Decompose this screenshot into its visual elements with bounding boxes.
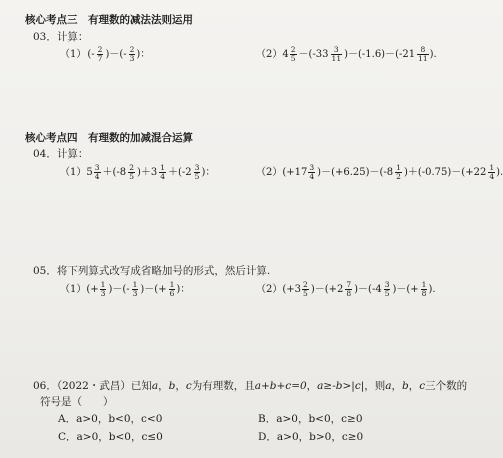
section-heading-4: 核心考点四 有理数的加减混合运算 <box>25 132 193 144</box>
choice-c: C．a>0，b<0，c≤0 <box>58 431 163 443</box>
choice-b: B．a>0，b<0，c≥0 <box>258 413 363 425</box>
question-06-stem-line2: 符号是（ ） <box>40 396 114 408</box>
section-heading-3: 核心考点三 有理数的减法法则运用 <box>25 14 193 26</box>
q03-part1: （1）(- $\frac{2}{7}$ )－(- $\frac{2}{3}$ )： <box>60 45 151 63</box>
q05-part2: （2）(+3 $\frac{2}{5}$ )－(+2 $\frac{7}{8}$ )－(-4 $\frac{3}{5}$ )－(+ $\frac{1}{8}$ ). <box>256 280 436 298</box>
q03-part2: （2）4 $\frac{2}{5}$ －(-33 $\frac{3}{11}$ )－(-1.6)－(-21 $\frac{8}{11}$ ). <box>256 45 437 63</box>
question-04-label: 04．计算： <box>33 148 89 160</box>
choice-a: A．a>0，b<0，c<0 <box>58 413 163 425</box>
question-05-label: 05．将下列算式改写成省略加号的形式，然后计算. <box>33 265 271 277</box>
q04-part2: （2）(+17 $\frac{3}{4}$ )－(+6.25)－(-8 $\frac{1}{2}$ )＋(-0.75)－(+22 $\frac{1}{4}$ ). <box>256 163 503 181</box>
question-06-stem: 06．（2022・武昌）已知a，b，c为有理数，且a+b+c=0，a≥-b>|c|，则a，b，c三个数的 <box>33 380 468 392</box>
question-03-label: 03．计算： <box>33 31 89 43</box>
choice-d: D．a>0，b>0，c≥0 <box>258 431 364 443</box>
q05-part1: （1）(+ $\frac{1}{3}$ )－(- $\frac{1}{3}$ )－(+ $\frac{1}{6}$ )： <box>60 280 191 298</box>
q04-part1: （1）5 $\frac{3}{4}$ ＋(-8 $\frac{2}{5}$ )＋3 $\frac{1}{4}$ ＋(-2 $\frac{3}{5}$ )： <box>60 163 216 181</box>
